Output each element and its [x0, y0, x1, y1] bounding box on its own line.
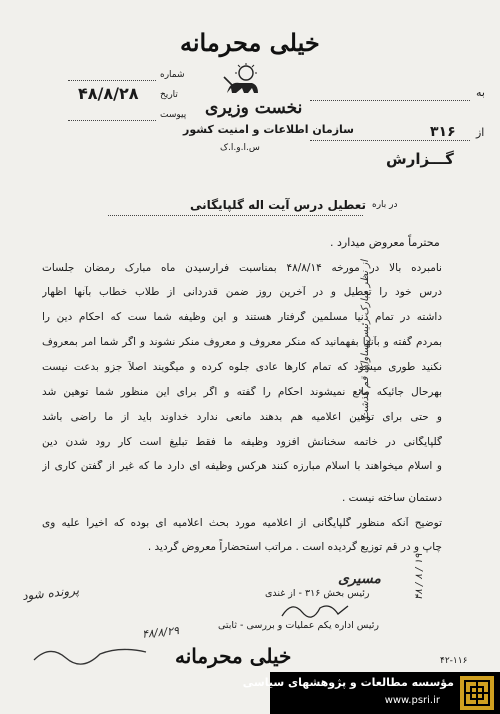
body-line: نکنید طوری میشود که تمام کارها عادی جلوه کرده و میگویند اصلاً جزو بدعت نیست	[42, 361, 442, 373]
shomareh-line	[68, 80, 156, 81]
institute-name: مؤسسه مطالعات و پژوهشهای سیاسی	[242, 676, 454, 689]
body-line: داشته در تمام دنیا مسلمین گرفتار هستند و این وظیفه شما ست که احکام دین را	[42, 311, 442, 323]
body-line: گلپایگانی در خاتمه سخنانش افزود وظیفه ما فقط تبلیغ است کار رود شدن دین	[42, 436, 442, 448]
bottom-classification-stamp: خیلی محرمانه	[175, 644, 292, 668]
institute-logo-icon	[460, 676, 494, 710]
margin-handwritten-note: از نظر مبارک رئیس ساواک قم گذشت	[360, 260, 371, 420]
peyvast-line	[68, 120, 156, 121]
az-label: از	[476, 126, 485, 139]
az-value: ۳۱۶	[430, 124, 456, 140]
note-line: توضیح آنکه منظور گلپایگانی از اعلامیه مورد بحث اعلامیه ای بوده که اخیراً علیه وی	[42, 517, 442, 529]
bottom-left-note: پرونده شود	[21, 583, 80, 603]
margin-note-date: ۱۹ / ۸ / ۴۸	[414, 553, 425, 600]
az-line	[310, 140, 470, 141]
document-number: ۴۲-۱۱۶	[440, 656, 468, 666]
ministry-name: نخست وزیری	[205, 98, 303, 118]
report-title: گـــزارش	[386, 150, 454, 168]
body-line: نامبرده بالا در مورخه ۴۸/۸/۱۴ بمناسبت فرارسیدن ماه مبارک رمضان جلسات	[42, 262, 442, 274]
note-line: چاپ و در قم توزیع گردیده است . مراتب استحضاراً معروض گردید .	[147, 541, 442, 553]
agency-code: س.ا.و.ا.ک	[220, 143, 260, 153]
subject-line	[108, 215, 363, 216]
institute-url: www.psri.ir	[384, 695, 440, 706]
dar-bareh-label: در باره	[372, 200, 398, 210]
shomareh-label: شماره	[160, 70, 185, 80]
body-line: و اسلام میخواهند با اسلام مبارزه کنند هرکس وظیفه ای دارد ما که غیر از گفتن کاری از	[42, 460, 442, 472]
institute-footer	[242, 672, 500, 714]
body-line: دستمان ساخته نیست .	[341, 492, 442, 504]
classification-stamp: خیلی محرمانه	[180, 28, 320, 57]
handwritten-signature-name: مسیری	[338, 571, 381, 587]
salutation: محترماً معروض میدارد .	[330, 236, 440, 249]
body-line: بهرحال جائیکه مانع نمیشوند احکام را گفته و اگر برای این منظور شما توهین شد	[42, 386, 442, 398]
bottom-left-note-date: ۴۸/۸/۲۹	[141, 624, 180, 641]
be-line	[310, 100, 470, 101]
signature-line-1: رئیس بخش ۳۱۶ - از غندی	[265, 588, 370, 599]
handwritten-signature	[280, 598, 350, 622]
subject: تعطیل درس آیت اله گلپایگانی	[190, 198, 367, 212]
tarikh-value: ۴۸/۸/۲۸	[78, 84, 139, 103]
handwritten-scribble	[30, 640, 150, 670]
lion-and-sun-emblem	[222, 63, 262, 99]
signature-line-2: رئیس اداره یکم عملیات و بررسی - ثابتی	[218, 620, 379, 631]
peyvast-label: پیوست	[160, 110, 187, 120]
tarikh-label: تاریخ	[160, 90, 178, 100]
agency-name: سازمان اطلاعات و امنیت کشور	[183, 123, 354, 136]
body-line: و حتی برای توهین اعلامیه هم بدهند مانعی ندارد خداوند باید از ما راضی باشد	[42, 411, 442, 423]
body-line: درس خود را تعطیل و در آخرین روز ضمن قدردانی از طلاب خطاب بآنها اظهار	[42, 286, 442, 298]
body-line: بمردم گفته و بآنها بفهمانید که منکر معروف و معروف منکر نشوند و اگر شما امر بمعروف	[42, 336, 442, 348]
be-label: به	[476, 86, 485, 99]
